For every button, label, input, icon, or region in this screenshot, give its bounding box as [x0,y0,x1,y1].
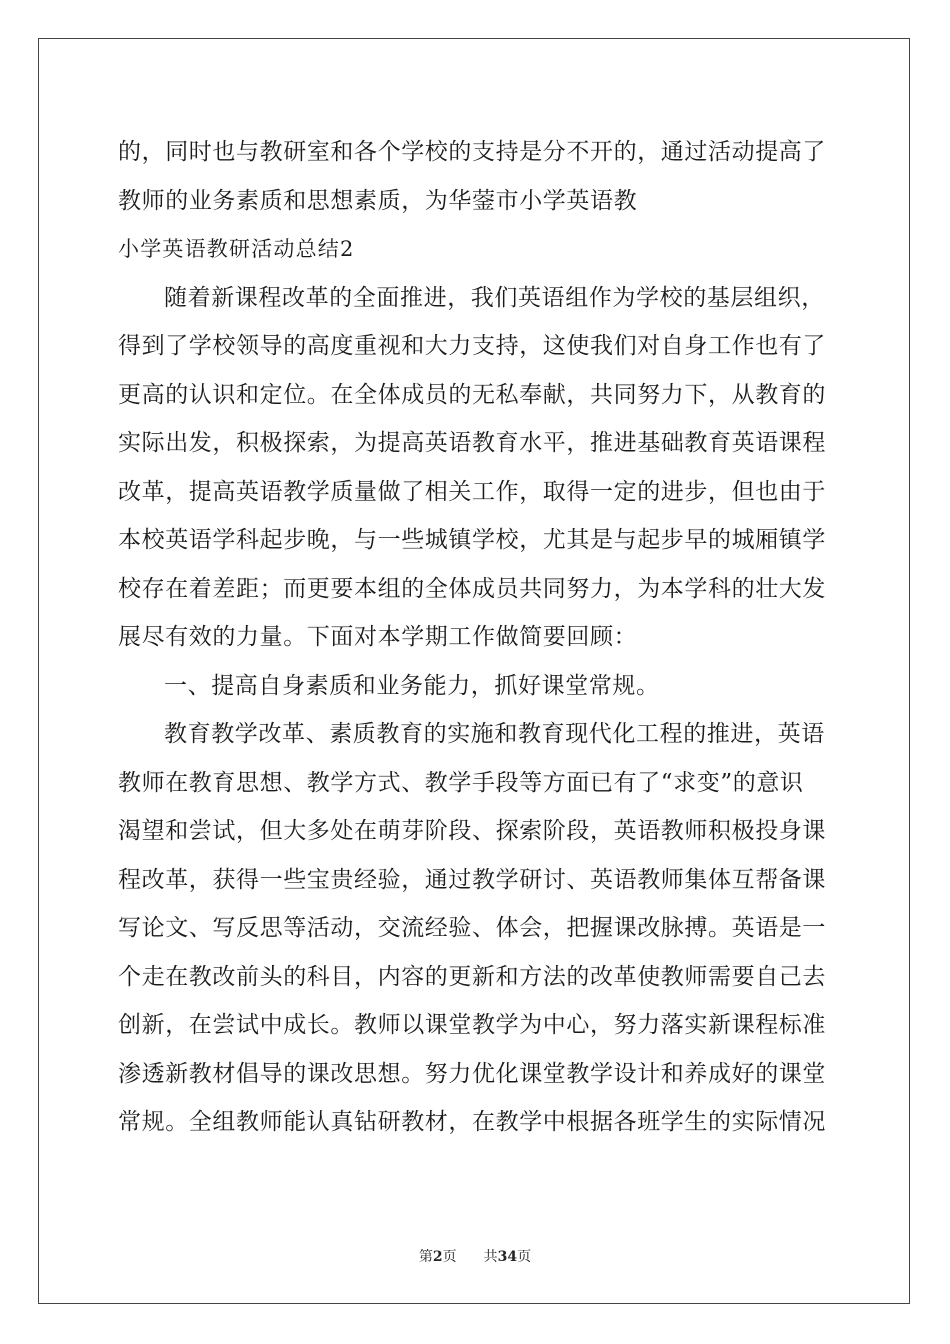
paragraph-line: 教师的业务素质和思想素质，为华蓥市小学英语教 [118,187,638,214]
page-footer [0,1246,950,1266]
total-page-count: 34 [497,1249,518,1265]
current-page-number: 2 [432,1249,443,1265]
page-number-suffix: 页 [442,1249,457,1265]
paragraph-line: 个走在教改前头的科目，内容的更新和方法的改革使教师需要自己去 [118,963,826,990]
paragraph-line: 的，同时也与教研室和各个学校的支持是分不开的，通过活动提高了 [118,139,826,165]
paragraph-line: 本校英语学科起步晚，与一些城镇学校，尤其是与起步早的城厢镇学 [118,527,826,553]
paragraph-line: 更高的认识和定位。在全体成员的无私奉献，共同努力下，从教育的 [118,381,826,408]
paragraph-line: 得到了学校领导的高度重视和大力支持，这使我们对自身工作也有了 [118,333,826,359]
section-heading: 小学英语教研活动总结2 [118,237,355,261]
page-number-prefix: 第 [418,1249,433,1265]
paragraph-line: 展尽有效的力量。下面对本学期工作做简要回顾： [118,624,638,650]
paragraph-line: 程改革，获得一些宝贵经验，通过教学研讨、英语教师集体互帮备课 [118,866,826,893]
paragraph-line: 渴望和尝试，但大多处在萌芽阶段、探索阶段，英语教师积极投身课 [118,818,826,844]
paragraph-line: 创新，在尝试中成长。教师以课堂教学为中心，努力落实新课程标准 [118,1012,826,1038]
paragraph-line: 一、提高自身素质和业务能力，抓好课堂常规。 [164,672,660,699]
paragraph-line: 改革，提高英语教学质量做了相关工作，取得一定的进步，但也由于 [118,478,826,505]
paragraph-line: 写论文、写反思等活动，交流经验、体会，把握课改脉搏。英语是一 [118,915,826,941]
paragraph-line: 校存在着差距；而更要本组的全体成员共同努力，为本学科的壮大发 [118,575,826,602]
paragraph-line: 教师在教育思想、教学方式、教学手段等方面已有了“求变”的意识 [118,769,804,796]
paragraph-line: 随着新课程改革的全面推进，我们英语组作为学校的基层组织， [164,284,825,311]
total-pages-prefix: 共 [483,1249,498,1265]
total-pages-suffix: 页 [517,1249,532,1265]
paragraph-line: 常规。全组教师能认真钻研教材，在教学中根据各班学生的实际情况 [118,1109,826,1135]
paragraph-line: 教育教学改革、素质教育的实施和教育现代化工程的推进，英语 [164,721,825,747]
document-body [118,128,838,1147]
paragraph-line: 实际出发，积极探索，为提高英语教育水平，推进基础教育英语课程 [118,430,826,456]
paragraph-line: 渗透新教材倡导的课改思想。努力优化课堂教学设计和养成好的课堂 [118,1060,826,1087]
